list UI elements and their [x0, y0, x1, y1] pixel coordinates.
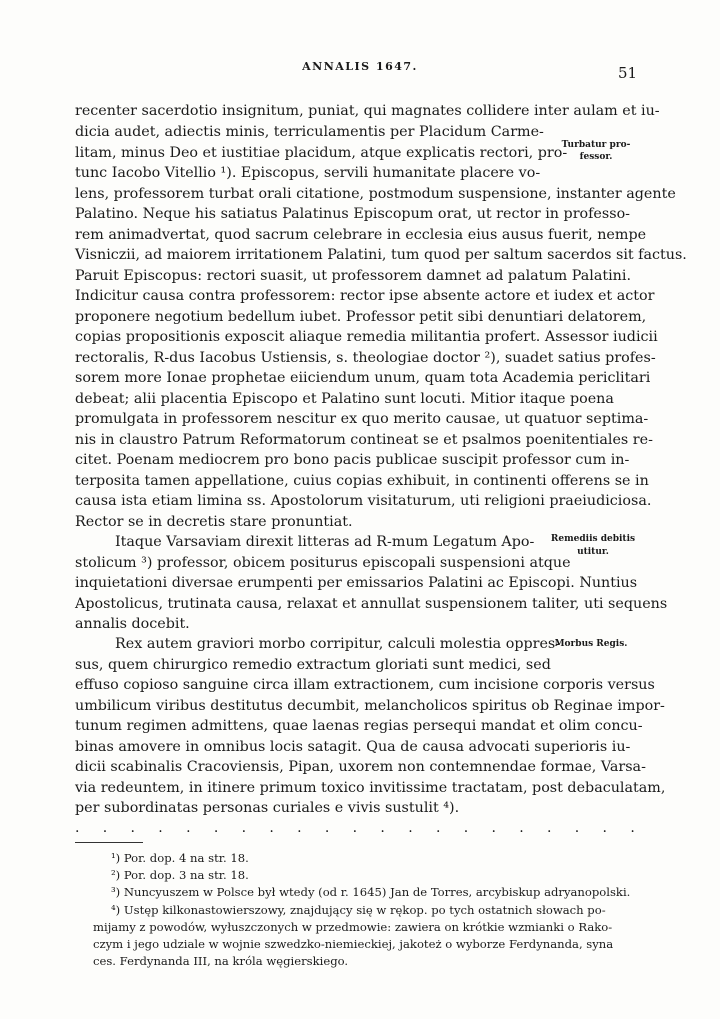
separator-dot: .	[213, 820, 219, 836]
footnote: ³) Nuncyuszem w Polsce był wtedy (od r. 1645) Jan de Torres, arcybiskup adryanopolski.	[111, 885, 631, 899]
body-line: via redeuntem, in itinere primum toxico invitissime tractatam, post debaculatam,	[75, 780, 666, 796]
separator-dot: .	[547, 820, 552, 836]
body-line: Itaque Varsaviam direxit litteras ad R-mum Legatum Apo-	[115, 534, 535, 550]
marginal-note: Remediis debitis	[550, 534, 636, 544]
footnote: ¹) Por. dop. 4 na str. 18.	[111, 851, 249, 865]
separator-dot: .	[241, 820, 247, 836]
body-line: Indicitur causa contra professorem: rector ipse absente actore et iudex et actor	[75, 288, 655, 304]
footnote: mijamy z powodów, wyłuszczonych w przedmowie: zawiera on krótkie wzmianki o Rako-	[93, 920, 613, 934]
separator-dot: .	[408, 820, 413, 836]
body-line: dicii scabinalis Cracoviensis, Pipan, uxorem non contemnendae formae, Varsa-	[75, 759, 646, 775]
body-line: per subordinatas personas curiales e vivis sustulit ⁴).	[75, 800, 460, 816]
separator-dot: .	[435, 820, 441, 836]
page-number: 51	[618, 64, 638, 82]
running-head: ANNALIS 1647.	[302, 60, 418, 73]
body-line: Rex autem graviori morbo corripitur, calculi molestia oppres-	[115, 636, 561, 652]
separator-dot: .	[380, 820, 385, 836]
body-line: annalis docebit.	[75, 616, 190, 632]
body-line: tunc Iacobo Vitellio ¹). Episcopus, servili humanitate placere vo-	[75, 165, 541, 181]
marginal-note: fessor.	[579, 152, 613, 162]
separator-dot: .	[186, 820, 191, 836]
body-line: lens, professorem turbat orali citatione, postmodum suspensione, instanter agente	[75, 186, 676, 202]
footnote: czym i jego udziale w wojnie szwedzko-niemieckiej, jakoteż o wyborze Ferdynanda, syna	[93, 937, 614, 951]
body-line: terposita tamen appellatione, cuius copias exhibuit, in continenti offerens se in	[75, 473, 649, 489]
separator-dot: .	[158, 820, 163, 836]
separator-dot: .	[130, 820, 135, 836]
body-line: copias propositionis exposcit aliaque remedia militantia profert. Assessor iudicii	[75, 329, 658, 345]
body-line: dicia audet, adiectis minis, terriculamentis per Placidum Carme-	[75, 124, 544, 140]
body-line: inquietationi diversae erumpenti per emissarios Palatini ac Episcopi. Nuntius	[75, 575, 638, 591]
body-line: Paruit Episcopus: rectori suasit, ut professorem damnet ad palatum Palatini.	[75, 268, 631, 284]
body-line: nis in claustro Patrum Reformatorum contineat se et psalmos poenitentiales re-	[75, 432, 653, 448]
separator-dot: .	[491, 820, 496, 836]
body-line: proponere negotium bedellum iubet. Professor petit sibi denuntiari delatorem,	[75, 309, 647, 325]
separator-dot: .	[463, 820, 469, 836]
separator-dot: .	[269, 820, 274, 836]
body-line: stolicum ³) professor, obicem positurus episcopali suspensioni atque	[75, 555, 571, 571]
body-line: debeat; alii placentia Episcopo et Palatino sunt locuti. Mitior itaque poena	[75, 391, 614, 407]
body-line: Visniczii, ad maiorem irritationem Palatini, tum quod per saltum sacerdos sit factus.	[75, 247, 687, 263]
body-line: causa ista etiam limina ss. Apostolorum visitaturum, uti religioni praeiudiciosa.	[75, 493, 652, 509]
marginal-note: Turbatur pro-	[561, 140, 631, 150]
body-line: sus, quem chirurgico remedio extractum gloriati sunt medici, sed	[75, 657, 551, 673]
marginal-note: Morbus Regis.	[554, 639, 628, 649]
dotted-separator	[75, 820, 635, 836]
separator-dot: .	[102, 820, 108, 836]
body-line: effuso copioso sanguine circa illam extractionem, cum incisione corporis versus	[75, 677, 655, 693]
separator-dot: .	[630, 820, 635, 836]
body-line: Rector se in decretis stare pronuntiat.	[75, 514, 353, 530]
footnote: ces. Ferdynanda III, na króla węgierskiego.	[93, 954, 349, 968]
body-line: Palatino. Neque his satiatus Palatinus Episcopum orat, ut rector in professo-	[75, 206, 631, 222]
marginal-note: utitur.	[577, 547, 609, 557]
body-line: Apostolicus, trutinata causa, relaxat et annullat suspensionem taliter, uti sequens	[75, 596, 668, 612]
separator-dot: .	[352, 820, 358, 836]
separator-dot: .	[324, 820, 330, 836]
separator-dot: .	[75, 820, 80, 836]
separator-dot: .	[519, 820, 524, 836]
footnote-rule	[75, 842, 143, 843]
body-line: citet. Poenam mediocrem pro bono pacis publicae suscipit professor cum in-	[75, 452, 630, 468]
footnote: ²) Por. dop. 3 na str. 18.	[111, 868, 249, 882]
body-line: sorem more Ionae prophetae eiiciendum unum, quam tota Academia periclitari	[75, 370, 651, 386]
body-line: recenter sacerdotio insignitum, puniat, qui magnates collidere inter aulam et iu-	[75, 103, 660, 119]
body-line: litam, minus Deo et iustitiae placidum, atque explicatis rectori, pro-	[75, 145, 568, 161]
body-line: rem animadvertat, quod sacrum celebrare in ecclesia eius ausus fuerit, nempe	[75, 227, 647, 243]
body-line: promulgata in professorem nescitur ex quo merito causae, ut quatuor septima-	[75, 411, 649, 427]
footnote: ⁴) Ustęp kilkonastowierszowy, znajdujący się w rękop. po tych ostatnich słowach po-	[111, 903, 606, 917]
separator-dot: .	[297, 820, 302, 836]
separator-dot: .	[602, 820, 607, 836]
separator-dot: .	[574, 820, 580, 836]
body-line: umbilicum viribus destitutus decumbit, melancholicos spiritus ob Reginae impor-	[75, 698, 665, 714]
body-line: rectoralis, R-dus Iacobus Ustiensis, s. theologiae doctor ²), suadet satius profes-	[75, 350, 656, 366]
body-line: tunum regimen admittens, quae laenas regias persequi mandat et olim concu-	[75, 718, 643, 734]
body-line: binas amovere in omnibus locis satagit. Qua de causa advocati superioris iu-	[75, 739, 631, 755]
